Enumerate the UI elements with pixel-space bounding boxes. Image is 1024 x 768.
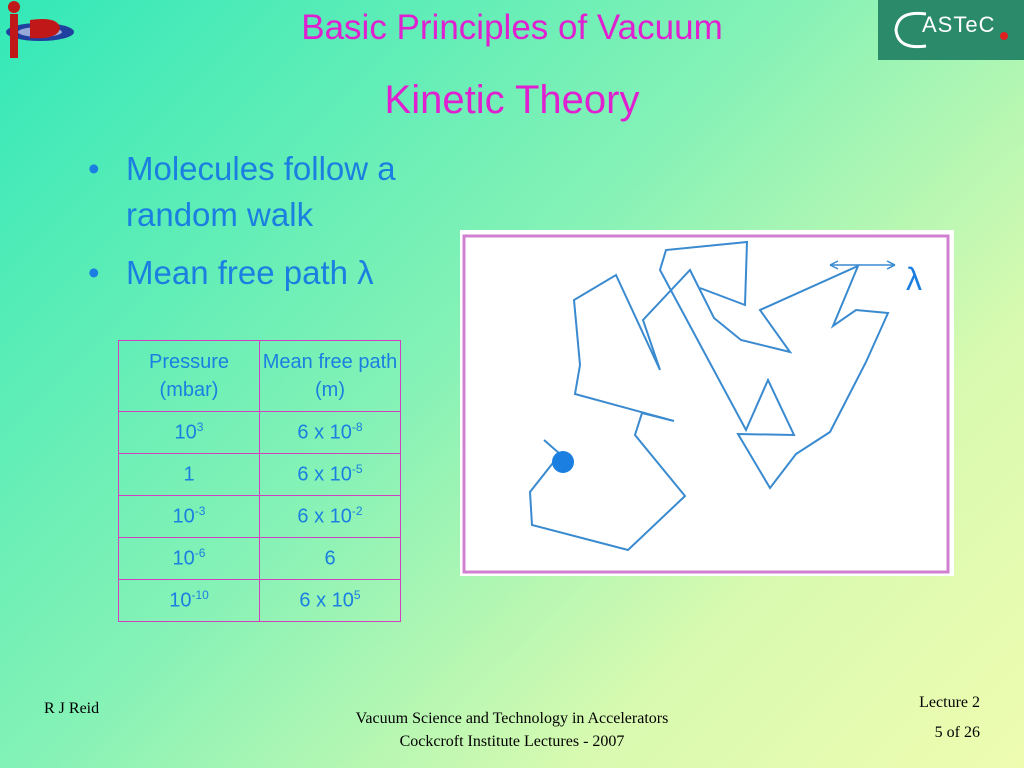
bullet-text: Mean free path λ	[126, 254, 374, 291]
bullet-list	[88, 146, 488, 308]
pressure-mfp-table	[118, 340, 401, 622]
table-cell: 6 x $10^{-8}$	[260, 412, 401, 454]
table-cell: $10^{-10}$	[119, 580, 260, 622]
table-header-cell: Pressure (mbar)	[119, 341, 260, 412]
table-header-row	[119, 341, 401, 412]
table-header-cell: Mean free path (m)	[260, 341, 401, 412]
table-row	[119, 496, 401, 538]
bullet-text: Molecules follow a random walk	[126, 150, 396, 233]
footer-page-number: 5 of 26	[934, 724, 980, 741]
footer-course-line1: Vacuum Science and Technology in Accelerators	[355, 710, 669, 727]
bullet-item	[88, 146, 488, 238]
table-cell: $10^{-6}$	[119, 538, 260, 580]
slide-subtitle: Kinetic Theory	[384, 78, 640, 122]
table-cell: $10^3$	[119, 412, 260, 454]
molecule-dot	[552, 451, 574, 473]
bullet-item	[88, 250, 488, 296]
lambda-label: λ	[906, 261, 922, 297]
table-cell: 1	[119, 454, 260, 496]
table-cell: 6 x $10^5$	[260, 580, 401, 622]
table-row	[119, 538, 401, 580]
footer-course	[292, 707, 732, 753]
table-row	[119, 580, 401, 622]
footer-author: R J Reid	[44, 700, 100, 717]
table-cell: 6 x $10^{-2}$	[260, 496, 401, 538]
table-row	[119, 454, 401, 496]
table-cell: 6	[260, 538, 401, 580]
table-cell: 6 x $10^{-5}$	[260, 454, 401, 496]
table-row	[119, 412, 401, 454]
table-cell: $10^{-3}$	[119, 496, 260, 538]
slide-title: Basic Principles of Vacuum	[301, 8, 723, 47]
footer-lecture-info	[880, 688, 980, 748]
bullet-dot-icon: •	[88, 254, 100, 291]
footer-course-line2: Cockcroft Institute Lectures - 2007	[399, 733, 625, 750]
astec-logo-text: ASTeC	[922, 12, 996, 37]
footer-lecture: Lecture 2	[919, 694, 980, 711]
bullet-dot-icon: •	[88, 150, 100, 187]
random-walk-diagram	[460, 230, 954, 576]
